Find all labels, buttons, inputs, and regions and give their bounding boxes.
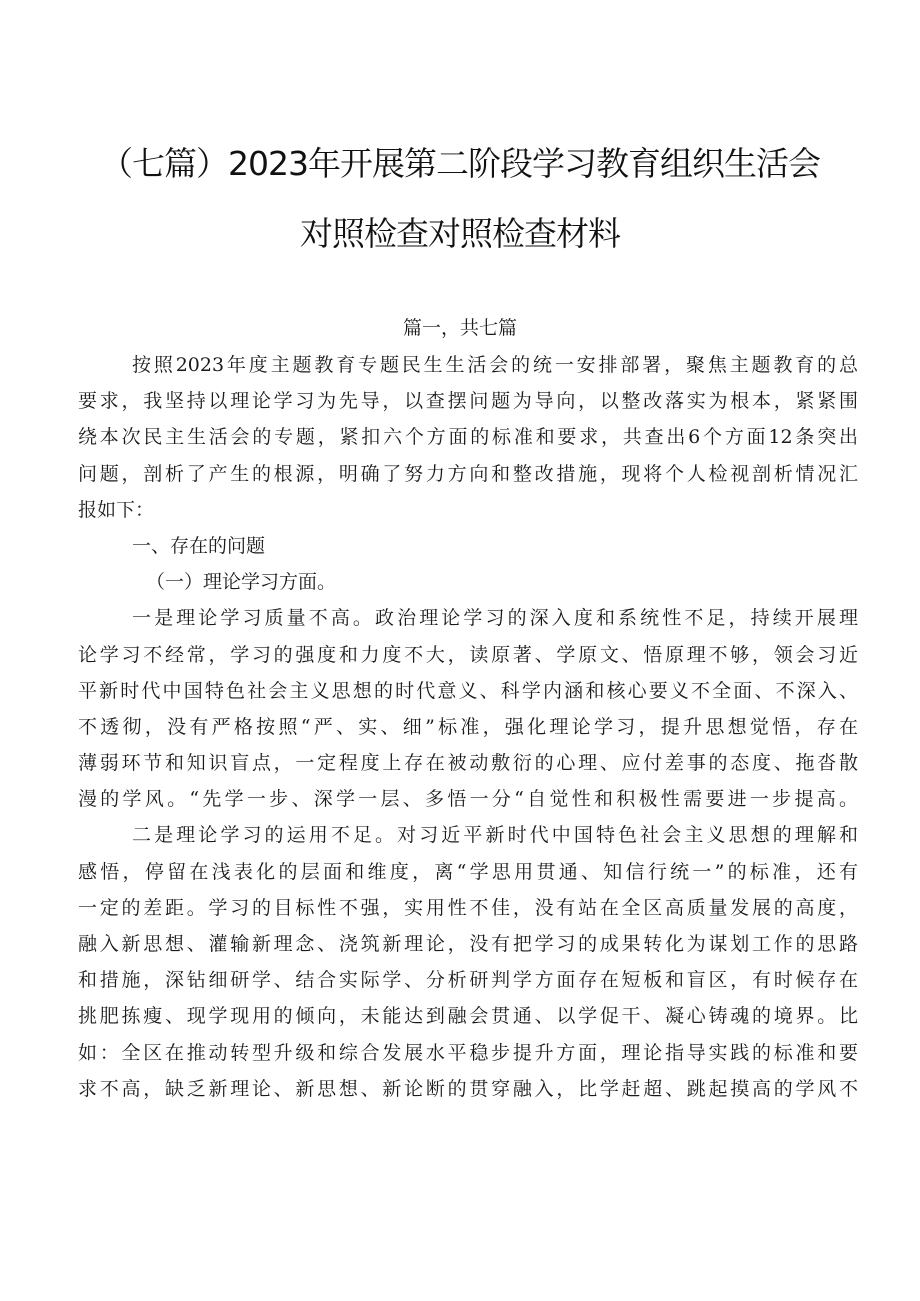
paragraph-line: 融入新思想、灌输新理念、浇筑新理论，没有把学习的成果转化为谋划工作的思路: [78, 933, 858, 955]
subsection-heading: （一）理论学习方面。: [146, 571, 337, 594]
paragraph-line: 如：全区在推动转型升级和综合发展水平稳步提升方面，理论指导实践的标准和要: [78, 1041, 858, 1064]
paragraph-line: 绕本次民主生活会的专题，紧扣六个方面的标准和要求，共查出6个方面12条突出: [78, 426, 858, 449]
paragraph-line: 报如下：: [78, 498, 155, 521]
paragraph-line: 平新时代中国特色社会主义思想的时代意义、科学内涵和核心要义不全面、不深入、: [78, 679, 858, 702]
section-heading: 篇一，共七篇: [402, 317, 517, 339]
subsection-heading: 一、存在的问题: [132, 534, 266, 557]
paragraph-line: 一定的差距。学习的目标性不强，实用性不佳，没有站在全区高质量发展的高度，: [78, 896, 858, 919]
paragraph-line: 漫的学风。“先学一步、深学一层、多悟一分“自觉性和积极性需要进一步提高。: [78, 788, 858, 811]
paragraph-line: 不透彻，没有严格按照“严、实、细”标准，强化理论学习，提升思想觉悟，存在: [78, 715, 858, 738]
paragraph-line: 二是理论学习的运用不足。对习近平新时代中国特色社会主义思想的理解和: [132, 824, 858, 847]
paragraph-line: 论学习不经常，学习的强度和力度不大，读原著、学原文、悟原理不够，领会习近: [78, 643, 858, 666]
body-text: [78, 347, 858, 1107]
paragraph-line: 按照2023年度主题教育专题民生生活会的统一安排部署，聚焦主题教育的总: [132, 354, 858, 376]
document-title-line-2: 对照检查对照检查材料: [300, 214, 620, 253]
paragraph-line: 一是理论学习质量不高。政治理论学习的深入度和系统性不足，持续开展理: [132, 607, 858, 630]
paragraph-line: 挑肥拣瘦、现学现用的倾向，未能达到融会贯通、以学促干、凝心铸魂的境界。比: [78, 1005, 858, 1028]
document-title-line-1: （七篇）2023年开展第二阶段学习教育组织生活会: [100, 144, 820, 183]
paragraph-line: 感悟，停留在浅表化的层面和维度，离“学思用贯通、知信行统一”的标准，还有: [78, 860, 858, 883]
paragraph-line: 问题，剖析了产生的根源，明确了努力方向和整改措施，现将个人检视剖析情况汇: [78, 462, 858, 485]
paragraph-line: 要求，我坚持以理论学习为先导，以查摆问题为导向，以整改落实为根本，紧紧围: [78, 390, 858, 413]
paragraph-line: 薄弱环节和知识盲点，一定程度上存在被动敷衍的心理、应付差事的态度、拖沓散: [78, 752, 858, 775]
paragraph-line: 和措施，深钻细研学、结合实际学、分析研判学方面存在短板和盲区，有时候存在: [78, 969, 858, 992]
paragraph-line: 求不高，缺乏新理论、新思想、新论断的贯穿融入，比学赶超、跳起摸高的学风不: [78, 1077, 858, 1100]
